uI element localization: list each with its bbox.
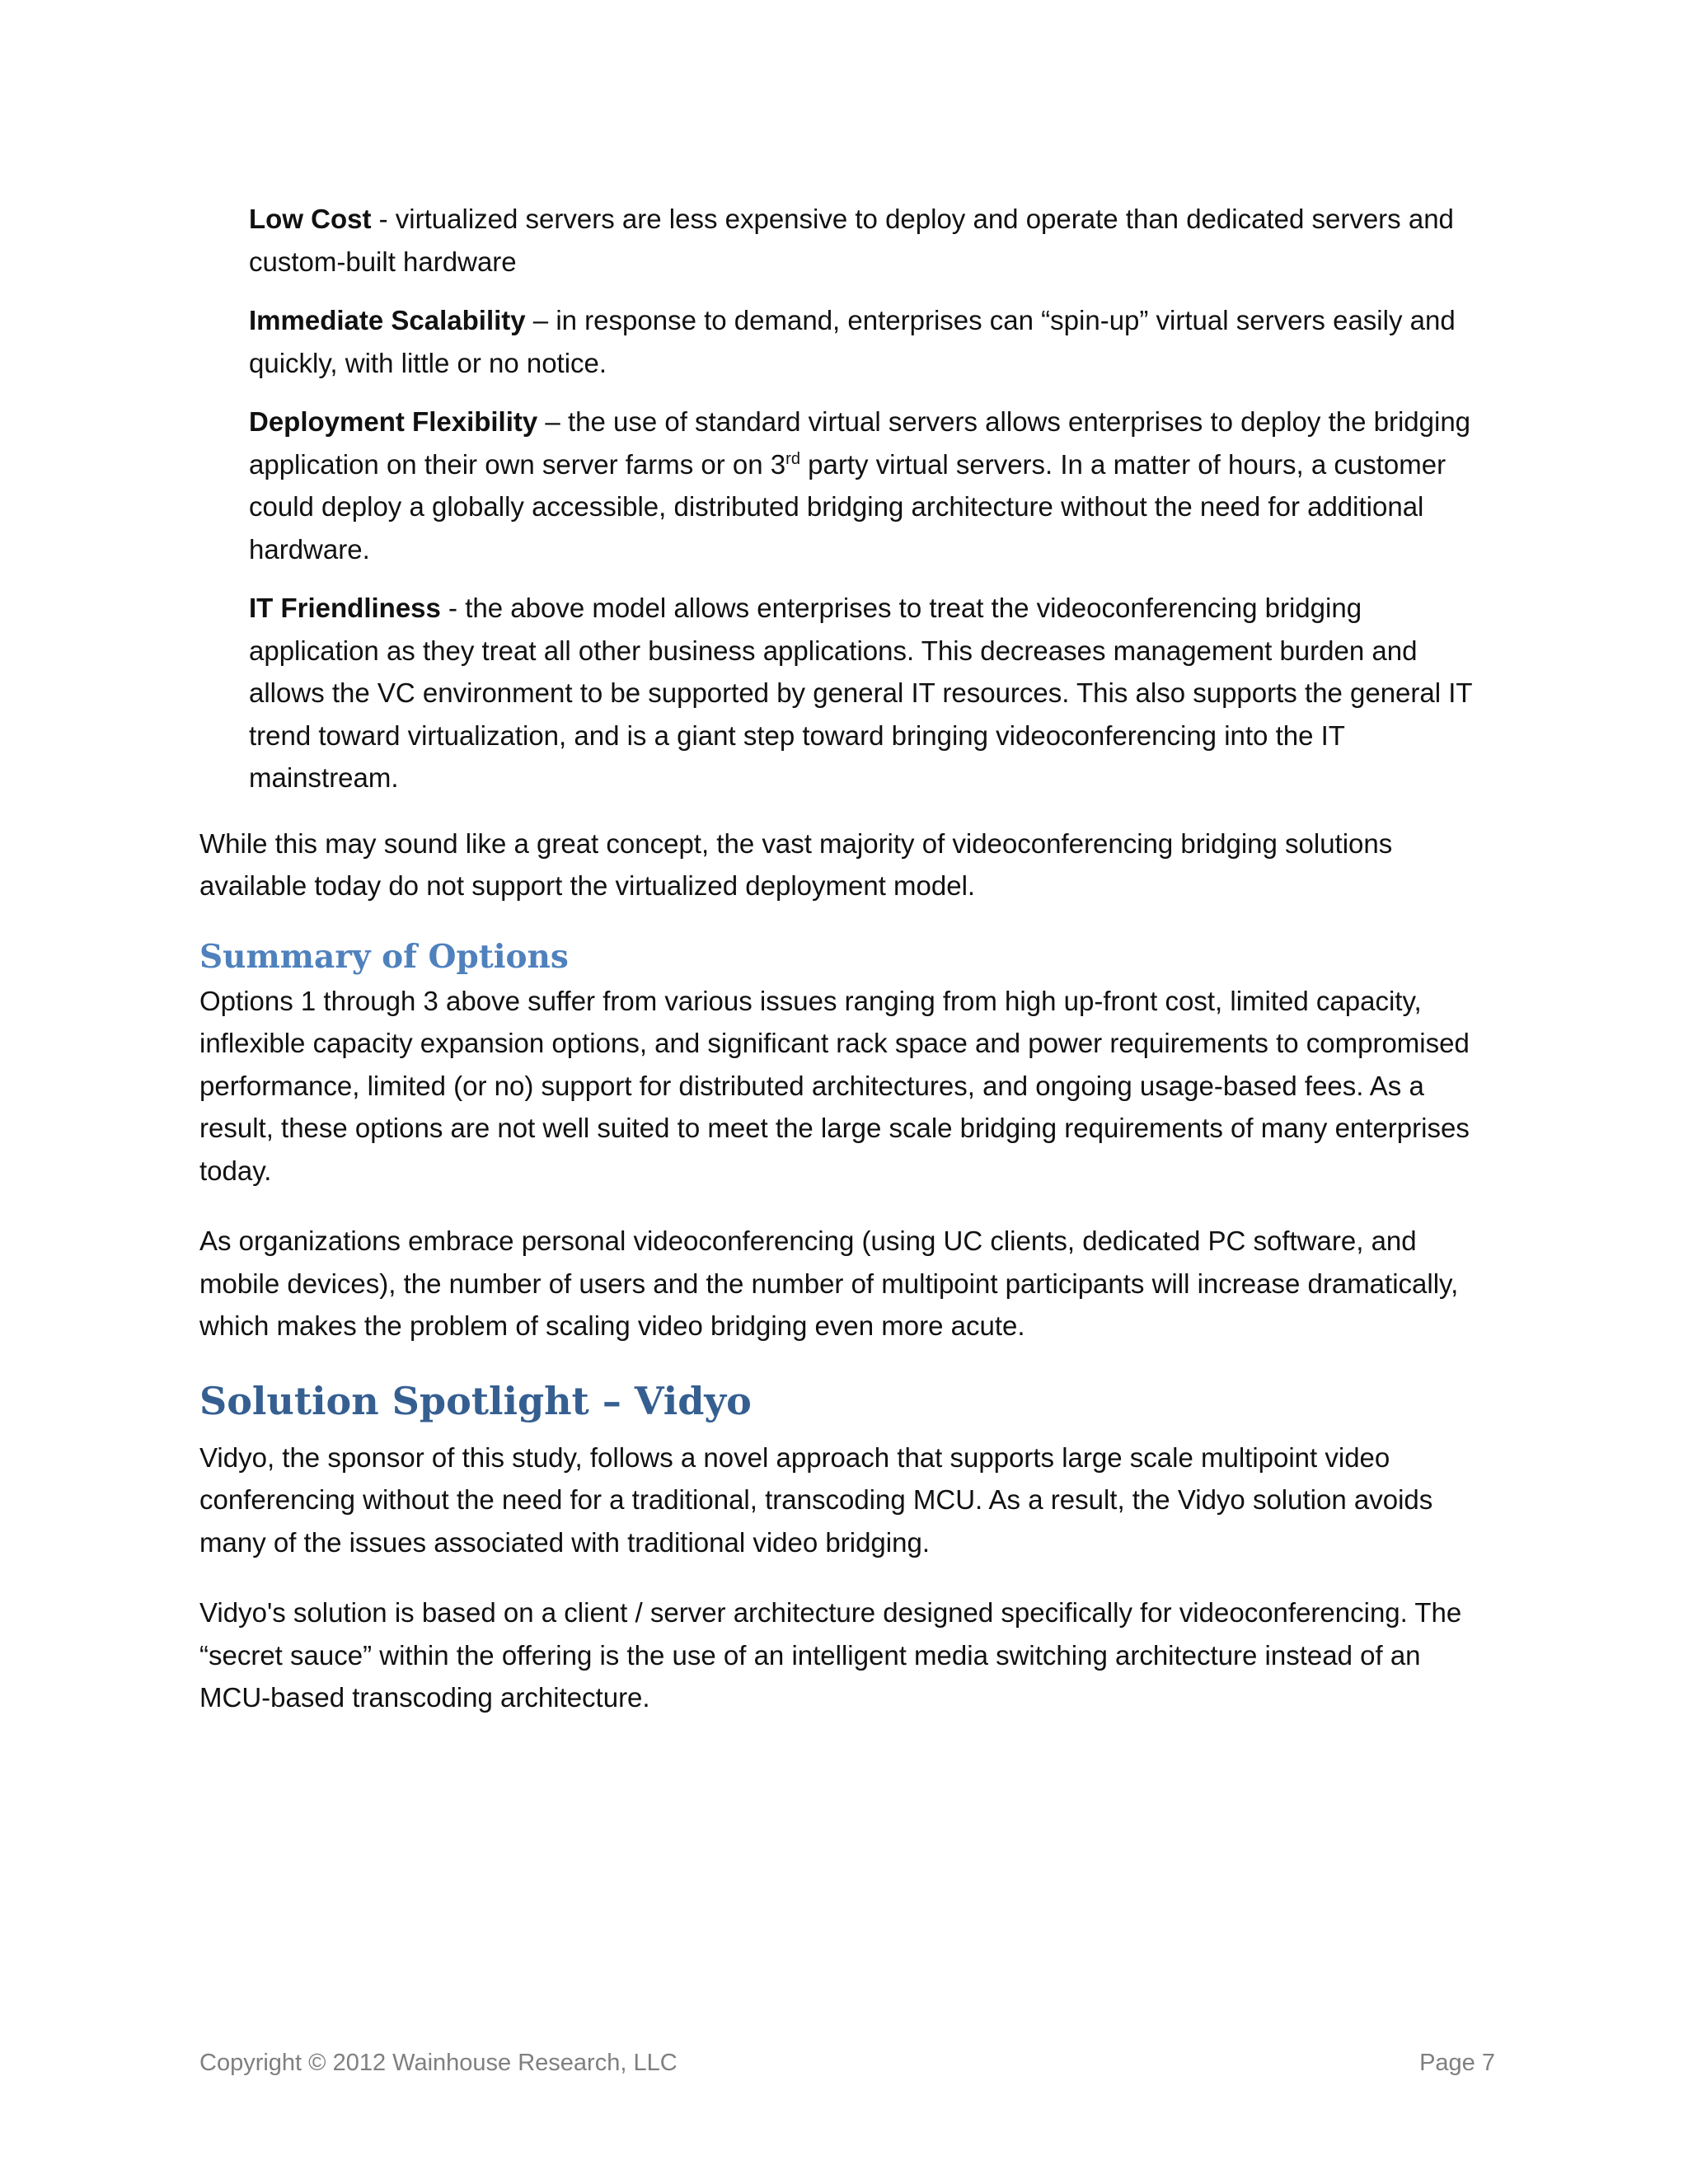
spotlight-heading: Solution Spotlight – Vidyo [199, 1378, 752, 1423]
footer-copyright: Copyright © 2012 Wainhouse Research, LLC [199, 2050, 678, 2076]
spotlight-paragraph-1: Vidyo, the sponsor of this study, follows a novel approach that supports large scale multipoint video conferencing without the need for a traditional, transcoding MCU. As a result, the Vidyo solution avoids many of the issues associated with traditional video bridging. [199, 1441, 1433, 1558]
summary-heading: Summary of Options [199, 937, 569, 976]
benefit-text: - the above model allows enterprises to treat the videoconferencing bridging application as they treat all other business applications. This decreases management burden and allows the VC environment to be supported by general IT resources. This also supports the general IT trend toward virtualization, and is a giant step toward bringing videoconferencing into the IT mainstream. [249, 593, 1472, 793]
benefit-immediate-scalability [249, 299, 1495, 384]
benefit-text: – the use of standard virtual servers allows enterprises to deploy the bridging application on their own server farms or on 3 [249, 406, 1471, 480]
benefit-text: – in response to demand, enterprises can “spin-up” virtual servers easily and quickly, with little or no notice. [249, 305, 1456, 378]
footer-page-number: Page 7 [1419, 2050, 1495, 2076]
benefit-text-continued: party virtual servers. In a matter of hours, a customer could deploy a globally accessible, distributed bridging architecture without the need for additional hardware. [249, 448, 1447, 565]
virtualization-paragraph: While this may sound like a great concept, the vast majority of videoconferencing bridging solutions available today do not support the virtualized deployment model. [199, 827, 1393, 901]
benefit-term: Deployment Flexibility [249, 406, 538, 437]
summary-paragraph-2: As organizations embrace personal videoconferencing (using UC clients, dedicated PC software, and mobile devices), the number of users and the number of multipoint participants will increase dramatically, which makes the problem of scaling video bridging even more acute. [199, 1226, 1459, 1341]
benefit-text: - virtualized servers are less expensive to deploy and operate than dedicated servers and custom-built hardware [249, 204, 1454, 277]
benefit-term: IT Friendliness [249, 593, 441, 623]
spotlight-paragraph-2: Vidyo's solution is based on a client / server architecture designed specifically for videoconferencing. The “secret sauce” within the offering is the use of an intelligent media switching architecture instead of an MCU-based transcoding architecture. [199, 1597, 1462, 1713]
summary-paragraph-1: Options 1 through 3 above suffer from various issues ranging from high up-front cost, limited capacity, inflexible capacity expansion options, and significant rack space and power requirements to compromised performance, limited (or no) support for distributed architectures, and ongoing usage-based fees. As a result, these options are not well suited to meet the large scale bridging requirements of many enterprises today. [199, 985, 1470, 1186]
ordinal-superscript: rd [785, 449, 800, 468]
benefit-term: Immediate Scalability [249, 305, 526, 335]
benefit-deployment-flexibility [249, 401, 1495, 570]
benefit-low-cost [249, 198, 1495, 283]
benefit-it-friendliness [249, 587, 1495, 799]
page-content [199, 198, 1495, 1747]
benefit-term: Low Cost [249, 204, 372, 234]
